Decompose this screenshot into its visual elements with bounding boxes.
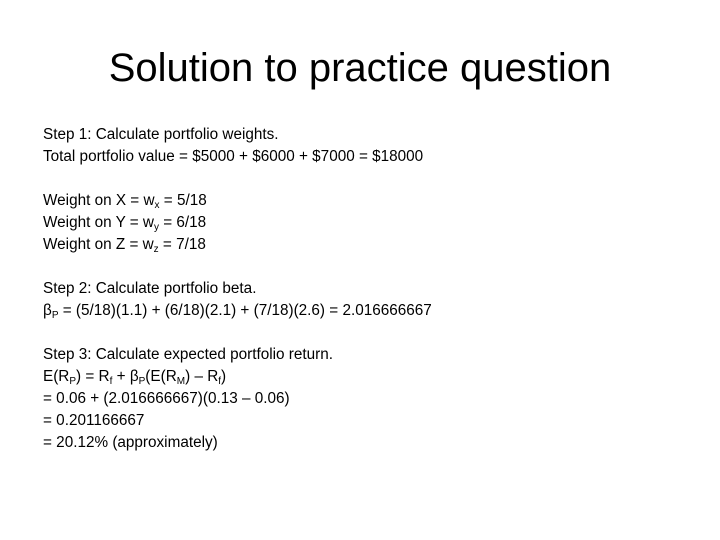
capm-subscript: P [138, 376, 146, 387]
total-portfolio-value: Total portfolio value = $5000 + $6000 + $7000 = $18000 [43, 148, 424, 165]
spacer [43, 168, 703, 190]
weight-z-prefix: Weight on Z = w [43, 236, 154, 253]
portfolio-beta-equation [43, 300, 703, 322]
capm-subscript: f [218, 376, 222, 387]
beta-subscript: P [51, 310, 59, 321]
weight-y-prefix: Weight on Y = w [43, 214, 154, 231]
capm-subscript: P [69, 376, 77, 387]
weight-y-subscript: y [153, 222, 159, 233]
final-answer: = 20.12% (approximately) [43, 434, 218, 451]
calculation-line: = 0.201166667 [43, 412, 145, 429]
weight-x-prefix: Weight on X = w [43, 192, 155, 209]
capm-equation [43, 366, 703, 388]
capm-part: (E(R [145, 368, 177, 385]
capm-part: ) [221, 368, 227, 385]
spacer [43, 322, 703, 344]
weight-x-subscript: x [154, 200, 160, 211]
beta-calculation: = (5/18)(1.1) + (6/18)(2.1) + (7/18)(2.6) = 2.016666667 [58, 302, 432, 319]
weight-y [43, 212, 703, 234]
weight-y-value: = 6/18 [158, 214, 207, 231]
spacer [43, 256, 703, 278]
weight-z-subscript: z [153, 244, 159, 255]
capm-subscript: M [176, 376, 186, 387]
weight-x-value: = 5/18 [159, 192, 207, 209]
step1-heading: Step 1: Calculate portfolio weights. [43, 126, 279, 143]
capm-subscript: f [109, 376, 113, 387]
capm-part: ) – R [185, 368, 219, 385]
capm-part: ) = R [76, 368, 110, 385]
step2-heading: Step 2: Calculate portfolio beta. [43, 280, 257, 297]
capm-part: E(R [43, 368, 70, 385]
step3-heading: Step 3: Calculate expected portfolio return. [43, 346, 333, 363]
slide-title: Solution to practice question [108, 46, 612, 90]
slide-body [43, 124, 703, 454]
weight-z [43, 234, 703, 256]
beta-symbol: β [43, 302, 52, 319]
weight-z-value: = 7/18 [158, 236, 206, 253]
capm-part: + β [112, 368, 139, 385]
calculation-line: = 0.06 + (2.016666667)(0.13 – 0.06) [43, 390, 290, 407]
weight-x [43, 190, 703, 212]
